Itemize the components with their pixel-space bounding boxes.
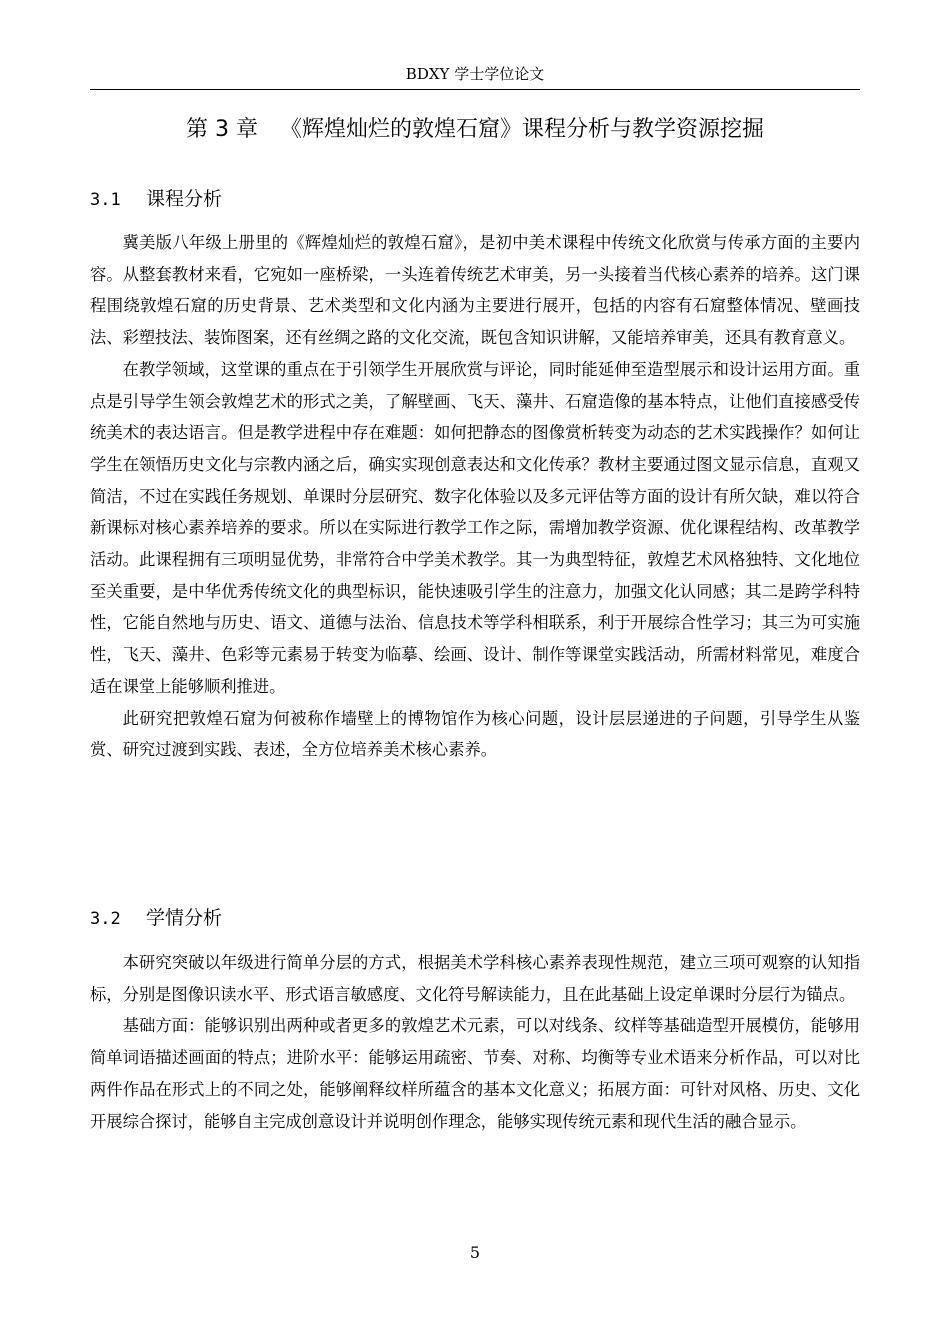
- section-heading: [90, 903, 860, 934]
- paragraph: 基础方面：能够识别出两种或者更多的敦煌艺术元素，可以对线条、纹样等基础造型开展模仿，能够用简单词语描述画面的特点；进阶水平：能够运用疏密、节奏、对称、均衡等专业术语来分析作品，可以对比两件作品在形式上的不同之处，能够阐释纹样所蕴含的基本文化意义；拓展方面：可针对风格、历史、文化开展综合探讨，能够自主完成创意设计并说明创作理念，能够实现传统元素和现代生活的融合显示。: [90, 1016, 860, 1131]
- section-title: 学情分析: [146, 907, 223, 929]
- section-heading: [90, 184, 860, 215]
- section-body: [90, 227, 860, 766]
- section-learner-analysis: [90, 903, 860, 1137]
- chapter-number: 第 3 章: [186, 117, 258, 142]
- paragraph: 在教学领域，这堂课的重点在于引领学生开展欣赏与评论，同时能延伸至造型展示和设计运用方面。重点是引导学生领会敦煌艺术的形式之美，了解壁画、飞天、藻井、石窟造像的基本特点，让他们直接感受传统美术的表达语言。但是教学进程中存在难题：如何把静态的图像赏析转变为动态的艺术实践操作？如何让学生在领悟历史文化与宗教内涵之后，确实实现创意表达和文化传承？教材主要通过图文显示信息，直观又简洁，不过在实践任务规划、单课时分层研究、数字化体验以及多元评估等方面的设计有所欠缺，难以符合新课标对核心素养培养的要求。所以在实际进行教学工作之际，需增加教学资源、优化课程结构、改革教学活动。此课程拥有三项明显优势，非常符合中学美术教学。其一为典型特征，敦煌艺术风格独特、文化地位至关重要，是中华优秀传统文化的典型标识，能快速吸引学生的注意力，加强文化认同感；其二是跨学科特性，它能自然地与历史、语文、道德与法治、信息技术等学科相联系，利于开展综合性学习；其三为可实施性，飞天、藻井、色彩等元素易于转变为临摹、绘画、设计、制作等课堂实践活动，所需材料常见，难度合适在课堂上能够顺利推进。: [90, 359, 860, 696]
- running-header: BDXY 学士学位论文: [405, 65, 545, 83]
- section-number: 3.1: [90, 190, 121, 210]
- header-rule: [90, 89, 860, 90]
- section-course-analysis: [90, 184, 860, 766]
- page-number: 5: [469, 1243, 481, 1262]
- chapter-title-text: 《辉煌灿烂的敦煌石窟》课程分析与教学资源挖掘: [279, 117, 764, 142]
- section-number: 3.2: [90, 909, 121, 929]
- paragraph: 冀美版八年级上册里的《辉煌灿烂的敦煌石窟》，是初中美术课程中传统文化欣赏与传承方面的主要内容。从整套教材来看，它宛如一座桥梁，一头连着传统艺术审美，另一头接着当代核心素养的培养。这门课程围绕敦煌石窟的历史背景、艺术类型和文化内涵为主要进行展开，包括的内容有石窟整体情况、壁画技法、彩塑技法、装饰图案，还有丝绸之路的文化交流，既包含知识讲解，又能培养审美，还具有教育意义。: [90, 233, 860, 348]
- paragraph: 此研究把敦煌石窟为何被称作墙壁上的博物馆作为核心问题，设计层层递进的子问题，引导学生从鉴赏、研究过渡到实践、表述，全方位培养美术核心素养。: [90, 708, 860, 760]
- paragraph: 本研究突破以年级进行简单分层的方式，根据美术学科核心素养表现性规范，建立三项可观察的认知指标，分别是图像识读水平、形式语言敏感度、文化符号解读能力，且在此基础上设定单课时分层行为锚点。: [90, 953, 860, 1004]
- section-title: 课程分析: [146, 188, 223, 210]
- section-body: [90, 947, 860, 1137]
- chapter-title: [90, 112, 860, 148]
